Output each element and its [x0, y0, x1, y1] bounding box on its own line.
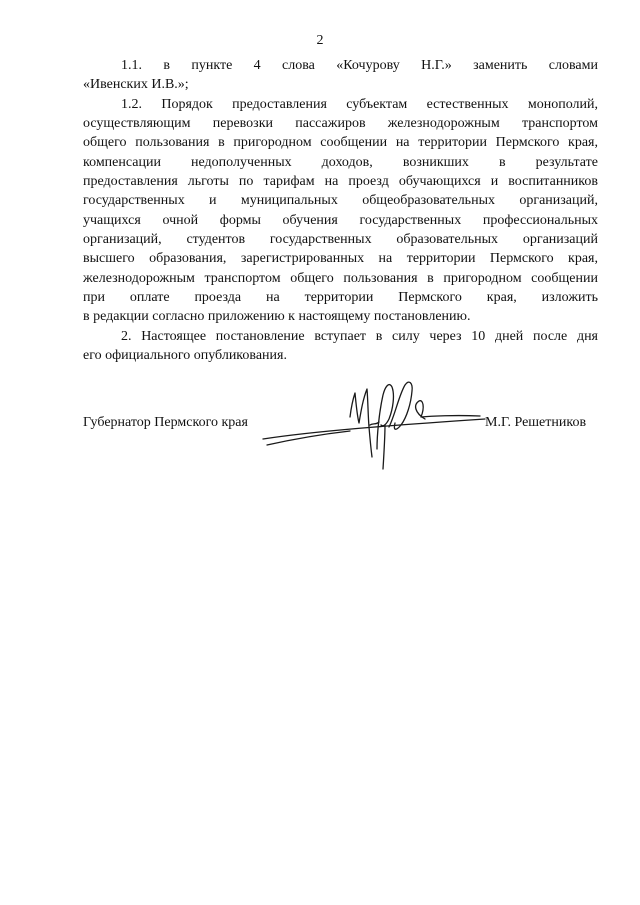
- text-line: высшего образования, зарегистрированных на территории Пермского края,: [83, 251, 598, 266]
- text-line: 2. Настоящее постановление вступает в силу через 10 дней после дня: [121, 329, 598, 344]
- text-line: при оплате проезда на территории Пермского края, изложить: [83, 290, 598, 305]
- text-line: железнодорожным транспортом общего пользования в пригородном сообщении: [83, 271, 598, 286]
- text-line: общего пользования в пригородном сообщении на территории Пермского края,: [83, 135, 598, 150]
- text-line: организаций, студентов государственных образовательных организаций: [83, 232, 598, 247]
- page-number: 2: [316, 33, 324, 48]
- text-line: компенсации недополученных доходов, возникших в результате: [83, 155, 598, 170]
- text-line: 1.2. Порядок предоставления субъектам естественных монополий,: [121, 97, 598, 112]
- text-line: государственных и муниципальных общеобразовательных организаций,: [83, 193, 598, 208]
- text-line: осуществляющим перевозки пассажиров железнодорожным транспортом: [83, 116, 598, 131]
- text-line: «Ивенских И.В.»;: [83, 77, 189, 92]
- signatory-title: Губернатор Пермского края: [83, 415, 248, 430]
- handwritten-signature: [255, 365, 500, 475]
- text-line: учащихся очной формы обучения государственных профессиональных: [83, 213, 598, 228]
- text-line: 1.1. в пункте 4 слова «Кочурову Н.Г.» заменить словами: [121, 58, 598, 73]
- text-line: его официального опубликования.: [83, 348, 287, 363]
- signatory-name: М.Г. Решетников: [485, 415, 587, 430]
- text-line: в редакции согласно приложению к настоящему постановлению.: [83, 309, 471, 324]
- text-line: предоставления льготы по тарифам на проезд обучающихся и воспитанников: [83, 174, 598, 189]
